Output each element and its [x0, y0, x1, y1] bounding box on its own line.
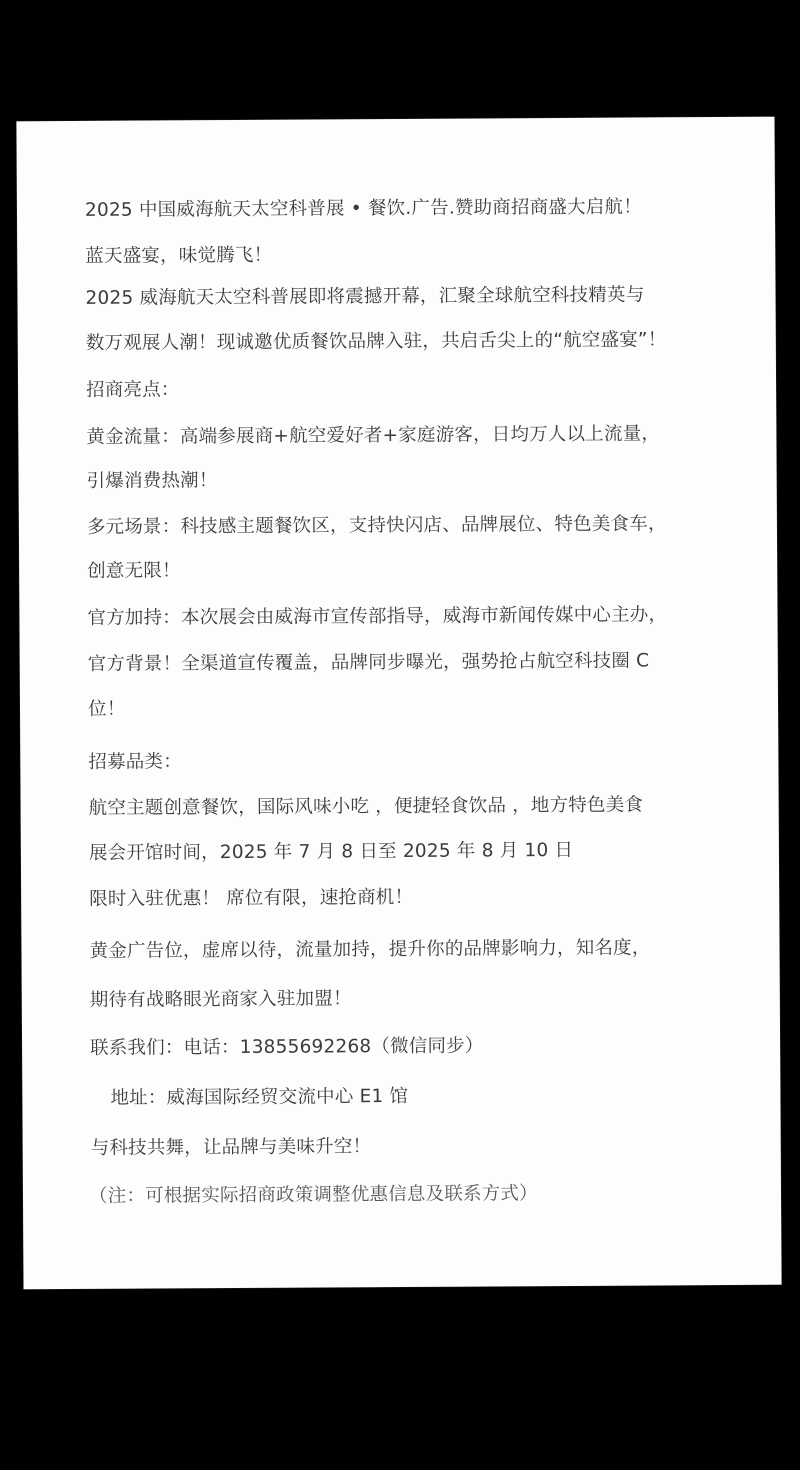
document-page — [16, 117, 781, 1290]
highlight-scenes-line-1: 多元场景：科技感主题餐饮区，支持快闪店、品牌展位、特色美食车， — [86, 513, 667, 538]
highlight-traffic-line-1: 黄金流量：高端参展商+航空爱好者+家庭游客，日均万人以上流量， — [86, 423, 661, 448]
highlights-heading: 招商亮点： — [86, 379, 180, 401]
highlight-official-line-3: 位！ — [87, 698, 126, 720]
categories-heading: 招募品类： — [88, 751, 182, 773]
highlight-scenes-line-2: 创意无限！ — [87, 560, 181, 582]
schedule: 展会开馆时间，2025 年 7 月 8 日至 2025 年 8 月 10 日 — [88, 839, 574, 864]
contact-address: 地址：威海国际经贸交流中心 E1 馆 — [110, 1085, 409, 1109]
promo: 限时入驻优惠！ 席位有限，速抢商机！ — [89, 886, 414, 910]
document-title: 2025 中国威海航天太空科普展 • 餐饮.广告.赞助商招商盛大启航！ — [84, 196, 642, 221]
footnote: （注：可根据实际招商政策调整优惠信息及联系方式） — [88, 1183, 538, 1207]
intro-line-2: 数万观展人潮！现诚邀优质餐饮品牌入驻，共启舌尖上的“航空盛宴”！ — [85, 329, 667, 354]
slogan: 蓝天盛宴，味觉腾飞！ — [85, 244, 273, 267]
closing-slogan: 与科技共舞，让品牌与美味升空！ — [90, 1136, 372, 1159]
intro-line-1: 2025 威海航天太空科普展即将震撼开幕，汇聚全球航空科技精英与 — [85, 284, 645, 309]
highlight-official-line-2: 官方背景！全渠道宣传覆盖，品牌同步曝光，强势抢占航空科技圈 C — [87, 650, 650, 675]
contact-phone: 联系我们：电话：13855692268（微信同步） — [90, 1035, 484, 1059]
categories-list: 航空主题创意餐饮，国际风味小吃 ，便捷轻食饮品 ，地方特色美食 — [88, 794, 644, 819]
highlight-traffic-line-2: 引爆消费热潮！ — [86, 470, 218, 492]
highlight-official-line-1: 官方加持：本次展会由威海市宣传部指导，威海市新闻传媒中心主办， — [87, 604, 668, 629]
ads-line-1: 黄金广告位，虚席以待，流量加持，提升你的品牌影响力，知名度， — [89, 937, 651, 962]
ads-line-2: 期待有战略眼光商家入驻加盟！ — [89, 988, 352, 1011]
